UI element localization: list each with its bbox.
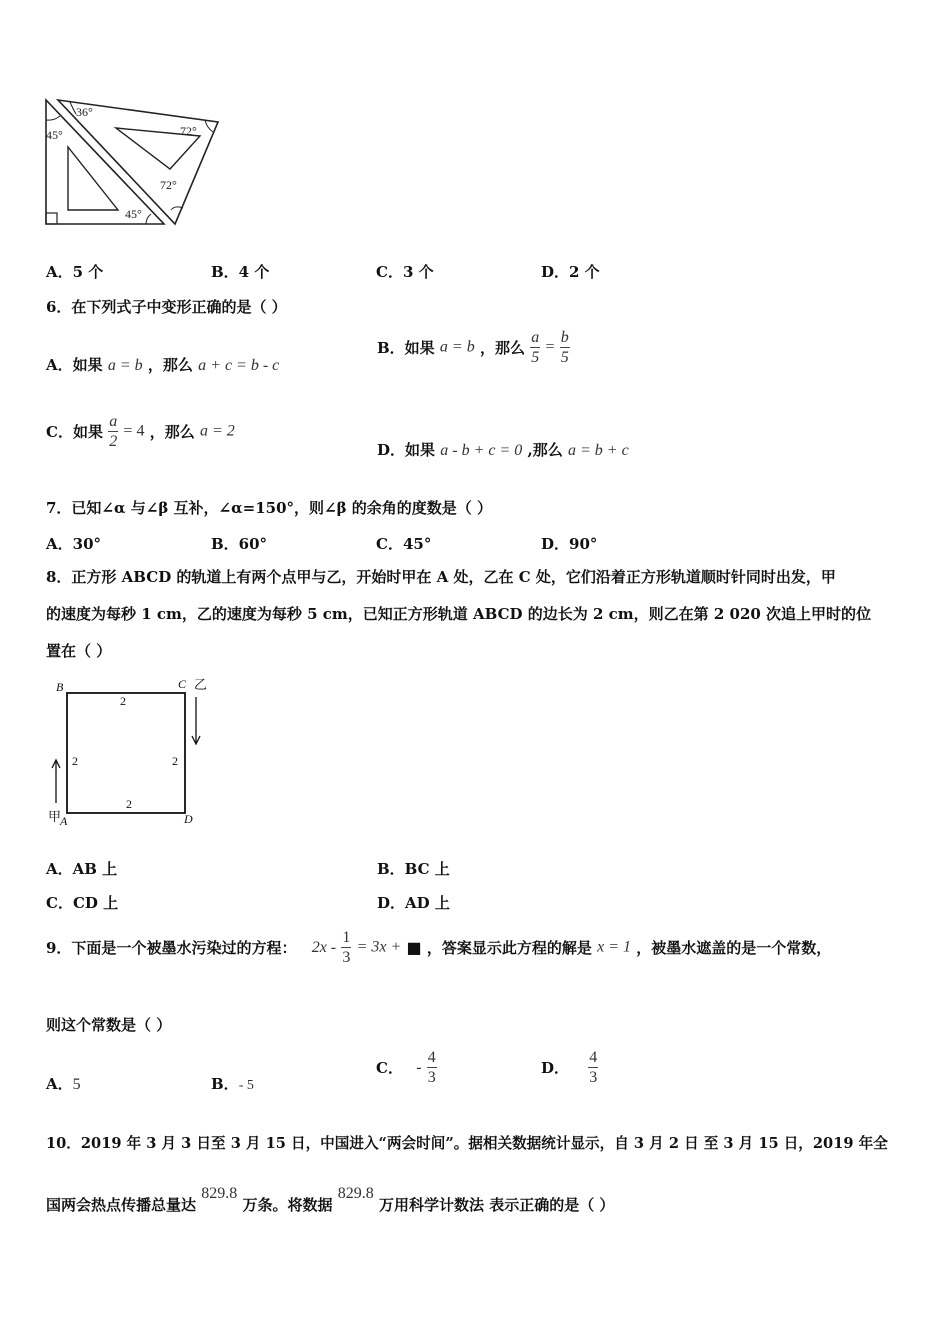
q6-d-label: D．如果 (377, 441, 436, 459)
q6-a-result: a + c = b - c (198, 357, 280, 374)
q6-option-a[interactable] (46, 354, 279, 375)
q8-option-a[interactable]: A．AB 上 (46, 860, 118, 878)
q5-option-b[interactable]: B．4 个 (211, 263, 270, 281)
q10-number-1: 829.8 (201, 1185, 238, 1202)
right-angle-mark (46, 213, 57, 224)
vertex-label-a: A (60, 814, 68, 828)
vertex-label-b: B (56, 680, 64, 694)
q9-middle: ，答案显示此方程的解是 (426, 939, 592, 958)
q6-option-b[interactable] (377, 328, 570, 367)
q9-equation-right: = 3x + (356, 938, 402, 956)
q6-c-equals: = 4 (123, 422, 145, 440)
q6-d-result: a = b + c (567, 442, 629, 459)
q9-solution: x = 1 (597, 938, 632, 956)
vertex-label-c: C (178, 677, 187, 691)
angle-label-36: 36° (76, 105, 93, 119)
side-label-top: 2 (120, 694, 126, 708)
angle-label-72-b: 72° (160, 178, 177, 192)
set-square-45 (46, 100, 164, 224)
q6-b-label: B．如果 (377, 339, 435, 358)
q8-option-c[interactable]: C．CD 上 (46, 894, 119, 912)
q7-option-d[interactable]: D．90° (541, 535, 598, 553)
q6-b-fraction-2: $\frac{b}{5}$ (560, 329, 569, 367)
q8-stem-line-1: 8．正方形 ABCD 的轨道上有两个点甲与乙，开始时甲在 A 处，乙在 C 处，它们沿着正方形轨道顺时针同时出发，甲 (46, 568, 836, 586)
q8-option-d[interactable]: D．AD 上 (377, 894, 450, 912)
q8-stem-line-2: 的速度为每秒 1 cm，乙的速度为每秒 5 cm，已知正方形轨道 ABCD 的边长为 2 cm，则乙在第 2 020 次追上甲时的位 (46, 605, 872, 623)
q6-d-then: ,那么 (527, 441, 563, 459)
q6-c-then: ，那么 (149, 423, 195, 442)
q9-prefix: 9．下面是一个被墨水污染过的方程： (46, 939, 297, 958)
angle-label-72-a: 72° (180, 124, 197, 138)
q9-option-c[interactable]: C． - $\frac{4}{3}$ (376, 1049, 436, 1087)
q9-option-d[interactable]: D． $\frac{4}{3}$ (541, 1049, 598, 1087)
q6-b-equals: = (545, 338, 555, 356)
q6-c-label: C．如果 (46, 423, 103, 442)
q5-option-a[interactable]: A．5 个 (46, 263, 104, 281)
q8-stem-line-3: 置在（ ） (46, 642, 112, 660)
q6-option-c[interactable] (46, 412, 235, 451)
q7-option-a[interactable]: A．30° (46, 535, 102, 553)
q5-option-d[interactable]: D．2 个 (541, 263, 600, 281)
side-label-bottom: 2 (126, 797, 132, 811)
q6-c-result: a = 2 (199, 422, 235, 440)
q9-d-fraction: $\frac{4}{3}$ (589, 1049, 598, 1087)
q7-option-c[interactable]: C．45° (376, 535, 432, 553)
q6-a-label: A．如果 (46, 356, 103, 374)
q6-stem: 6．在下列式子中变形正确的是（ ） (46, 298, 287, 316)
q10-stem-line-1: 10．2019 年 3 月 3 日至 3 月 15 日，中国进入“两会时间”。据相关数据统计显示，自 3 月 2 日 至 3 月 15 日，2019 年全 (46, 1135, 888, 1152)
q6-b-then: ，那么 (479, 339, 525, 358)
q9-option-b[interactable]: B．- 5 (211, 1075, 254, 1093)
q8-square-figure (44, 673, 224, 833)
q9-equation-left: 2x - (311, 938, 337, 956)
q5-figure (40, 92, 225, 232)
q9-equation-fraction: $\frac{1}{3}$ (342, 929, 351, 967)
q9-ink-blot: ■ (406, 938, 422, 958)
q6-d-condition: a - b + c = 0 (440, 442, 523, 459)
q9-stem-line-1 (46, 928, 831, 967)
vertex-label-d: D (184, 812, 193, 826)
q9-suffix: ，被墨水遮盖的是一个常数， (636, 939, 832, 958)
side-label-left: 2 (72, 754, 78, 768)
q7-option-b[interactable]: B．60° (211, 535, 268, 553)
q9-stem-line-2: 则这个常数是（ ） (46, 1016, 172, 1034)
q9-c-fraction: $\frac{4}{3}$ (427, 1049, 436, 1087)
q7-stem: 7．已知∠α 与∠β 互补，∠α=150°，则∠β 的余角的度数是（ ） (46, 499, 492, 517)
label-jia: 甲 (48, 809, 62, 824)
q6-c-fraction: $\frac{a}{2}$ (109, 413, 118, 451)
angle-label-45-top: 45° (46, 128, 63, 142)
q8-option-b[interactable]: B．BC 上 (377, 860, 450, 878)
q5-option-c[interactable]: C．3 个 (376, 263, 434, 281)
q6-b-fraction-1: $\frac{a}{5}$ (531, 329, 540, 367)
q9-option-a[interactable]: A．5 (46, 1075, 81, 1093)
square-track (67, 693, 185, 813)
q10-number-2: 829.8 (337, 1185, 374, 1202)
label-yi: 乙 (194, 677, 208, 692)
q6-a-condition: a = b (107, 357, 143, 374)
q10-stem-line-2: 国两会热点传播总量达 829.8 万条。将数据 829.8 万用科学计数法 表示正确的是（ ） (46, 1185, 615, 1214)
q6-b-condition: a = b (439, 338, 475, 356)
side-label-right: 2 (172, 754, 178, 768)
angle-label-45-bottom: 45° (125, 207, 142, 221)
q6-option-d[interactable] (377, 439, 629, 460)
q6-a-then: ，那么 (147, 356, 193, 374)
